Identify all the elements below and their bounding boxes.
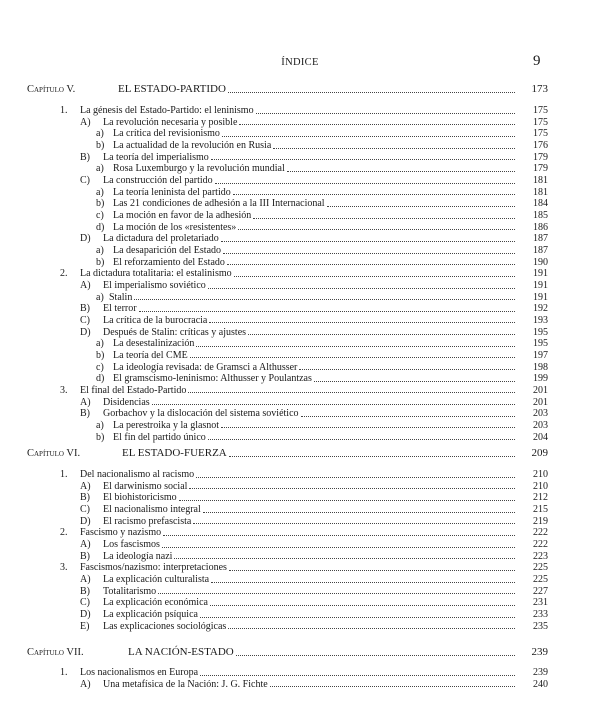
entry-label: E) <box>80 620 90 632</box>
toc-entry <box>0 492 600 504</box>
chapter-label: Capítulo VII. <box>27 647 84 658</box>
entry-page: 225 <box>533 574 548 586</box>
entry-title: El racismo prefascista <box>103 515 192 527</box>
entry-label: D) <box>80 233 91 245</box>
toc-entry <box>0 350 600 362</box>
leader-dots <box>301 416 515 417</box>
page-number: 9 <box>533 53 541 69</box>
leader-dots <box>253 218 515 219</box>
toc-entry <box>0 187 600 199</box>
leader-dots <box>229 456 515 457</box>
toc-entry <box>0 361 600 373</box>
entry-title: La explicación psíquica <box>103 609 198 621</box>
entry-label: 3. <box>60 562 68 574</box>
entry-title: La dictadura del proletariado <box>103 233 219 245</box>
toc-entry <box>0 431 600 443</box>
toc-entry <box>0 574 600 586</box>
toc-entry <box>0 303 600 315</box>
toc-entry <box>0 152 600 164</box>
chapter-page: 239 <box>531 646 548 658</box>
leader-dots <box>208 439 515 440</box>
entry-label: B) <box>80 550 90 562</box>
entry-title: El darwinismo social <box>103 480 188 492</box>
entry-label: C) <box>80 597 90 609</box>
entry-label: 1. <box>60 469 68 481</box>
entry-page: 215 <box>533 504 548 516</box>
entry-page: 231 <box>533 597 548 609</box>
toc-entry <box>0 621 600 633</box>
entry-title: La moción en favor de la adhesión <box>113 210 252 222</box>
entry-page: 185 <box>533 210 548 222</box>
entry-page: 179 <box>533 163 548 175</box>
header-title: ÍNDICE <box>281 57 319 68</box>
entry-label: 3. <box>60 384 68 396</box>
toc-entry <box>0 163 600 175</box>
leader-dots <box>174 558 515 559</box>
leader-dots <box>256 113 515 114</box>
entry-label: B) <box>80 151 90 163</box>
entry-title: Después de Stalin: críticas y ajustes <box>103 326 247 338</box>
entry-label: B) <box>80 408 90 420</box>
chapter-label: Capítulo V. <box>27 84 76 95</box>
toc-entry <box>0 198 600 210</box>
chapter-page: 173 <box>531 83 548 95</box>
entry-label: A) <box>80 539 91 551</box>
entry-page: 186 <box>533 221 548 233</box>
entry-label: B) <box>80 303 90 315</box>
entry-page: 222 <box>533 527 548 539</box>
entry-title: Rosa Luxemburgo y la revolución mundial <box>113 163 285 175</box>
toc-entry <box>0 597 600 609</box>
leader-dots <box>200 675 515 676</box>
entry-page: 175 <box>533 116 548 128</box>
entry-label: D) <box>80 515 91 527</box>
entry-page: 210 <box>533 480 548 492</box>
toc-entry <box>0 117 600 129</box>
leader-dots <box>188 392 515 393</box>
leader-dots <box>227 264 515 265</box>
toc-entry <box>0 679 600 691</box>
entry-label: 2. <box>60 268 68 280</box>
leader-dots <box>228 92 515 93</box>
entry-title: La moción de los «resistentes» <box>113 221 237 233</box>
chapter-entries <box>0 469 600 632</box>
leader-dots <box>134 299 515 300</box>
toc-entry <box>0 210 600 222</box>
entry-page: 184 <box>533 198 548 210</box>
entry-label: 2. <box>60 527 68 539</box>
entry-label: A) <box>80 678 91 690</box>
toc-entry <box>0 408 600 420</box>
entry-page: 193 <box>533 314 548 326</box>
toc-entry <box>0 481 600 493</box>
entry-label: C) <box>80 314 90 326</box>
entry-page: 191 <box>533 291 548 303</box>
entry-title: Gorbachov y la dislocación del sistema soviético <box>103 408 299 420</box>
leader-dots <box>248 334 515 335</box>
entry-page: 191 <box>533 268 548 280</box>
entry-page: 233 <box>533 609 548 621</box>
entry-title: La explicación culturalista <box>103 574 210 586</box>
entry-title: Fascismo y nazismo <box>80 527 162 539</box>
toc-entry <box>0 292 600 304</box>
toc-entry <box>0 326 600 338</box>
entry-title: El terror <box>103 303 137 315</box>
leader-dots <box>211 582 515 583</box>
leader-dots <box>270 686 515 687</box>
entry-label: d) <box>96 221 105 233</box>
running-header <box>0 53 600 71</box>
entry-page: 235 <box>533 620 548 632</box>
chapter-page: 209 <box>531 447 548 459</box>
entry-page: 225 <box>533 562 548 574</box>
entry-title: La ideología revisada: de Gramsci a Althusser <box>113 361 298 373</box>
leader-dots <box>158 593 515 594</box>
entry-label: A) <box>80 280 91 291</box>
toc-entry <box>0 222 600 234</box>
entry-page: 181 <box>533 186 548 198</box>
entry-label: d) <box>96 373 105 385</box>
entry-title: El imperialismo soviético <box>103 280 206 291</box>
entry-title: Los nacionalismos en Europa <box>80 667 199 679</box>
entry-title: El fin del partido único <box>113 431 206 443</box>
entry-label: b) <box>96 431 105 443</box>
entry-page: 223 <box>533 550 548 562</box>
toc-entry <box>0 562 600 574</box>
leader-dots <box>196 346 515 347</box>
leader-dots <box>215 183 515 184</box>
entry-label: a) <box>96 291 104 303</box>
leader-dots <box>179 500 515 501</box>
entry-label: C) <box>80 504 90 516</box>
entry-page: 175 <box>533 105 548 117</box>
toc-entry <box>0 504 600 516</box>
toc-entry <box>0 516 600 528</box>
entry-title: La construcción del partido <box>103 175 213 187</box>
entry-title: La explicación económica <box>103 597 208 609</box>
toc-entry <box>0 373 600 385</box>
entry-title: La dictadura totalitaria: el estalinismo <box>80 268 232 280</box>
leader-dots <box>273 148 515 149</box>
entry-title: El nacionalismo integral <box>103 504 201 516</box>
entry-label: A) <box>80 116 91 128</box>
entry-title: La actualidad de la revolución en Rusia <box>113 140 272 152</box>
entry-title: La teoría del imperialismo <box>103 151 209 163</box>
chapter-entries <box>0 667 600 690</box>
entry-label: c) <box>96 210 104 222</box>
chapter-heading <box>0 446 600 460</box>
toc-entry <box>0 315 600 327</box>
entry-title: Del nacionalismo al racismo <box>80 469 195 481</box>
entry-label: b) <box>96 198 105 210</box>
leader-dots <box>236 655 515 656</box>
entry-page: 227 <box>533 585 548 597</box>
leader-dots <box>238 229 515 230</box>
entry-page: 187 <box>533 233 548 245</box>
toc-entry <box>0 140 600 152</box>
entry-page: 175 <box>533 128 548 140</box>
toc-entry <box>0 257 600 269</box>
leader-dots <box>193 523 515 524</box>
entry-title: Disidencias <box>103 396 150 408</box>
entry-title: El reforzamiento del Estado <box>113 256 225 268</box>
leader-dots <box>223 253 515 254</box>
entry-label: b) <box>96 256 105 268</box>
entry-page: 212 <box>533 492 548 504</box>
leader-dots <box>162 547 515 548</box>
leader-dots <box>189 488 515 489</box>
leader-dots <box>139 311 515 312</box>
toc-entry <box>0 128 600 140</box>
leader-dots <box>239 124 515 125</box>
entry-label: a) <box>96 338 104 350</box>
toc-entry <box>0 338 600 350</box>
entry-page: 240 <box>533 678 548 690</box>
entry-title: Fascismos/nazismo: interpretaciones <box>80 562 227 574</box>
entry-page: 239 <box>533 667 548 679</box>
entry-label: A) <box>80 574 91 586</box>
toc-entry <box>0 420 600 432</box>
entry-title: Las 21 condiciones de adhesión a la III Internacional <box>113 198 325 210</box>
entry-page: 176 <box>533 140 548 152</box>
entry-title: La crítica del revisionismo <box>113 128 220 140</box>
entry-label: b) <box>96 349 105 361</box>
entry-title: El gramscismo-leninismo: Althusser y Poulantzas <box>113 373 312 385</box>
entry-page: 210 <box>533 469 548 481</box>
chapter-label: Capítulo VI. <box>27 448 81 459</box>
entry-title: La desaparición del Estado <box>113 245 222 257</box>
toc-entry <box>0 527 600 539</box>
leader-dots <box>221 427 515 428</box>
entry-page: 203 <box>533 408 548 420</box>
entry-label: D) <box>80 326 91 338</box>
leader-dots <box>209 322 515 323</box>
entry-label: 1. <box>60 667 68 679</box>
toc-entry <box>0 105 600 117</box>
leader-dots <box>314 381 515 382</box>
entry-page: 192 <box>533 303 548 315</box>
entry-page: 222 <box>533 539 548 551</box>
entry-page: 191 <box>533 280 548 291</box>
toc-entry <box>0 245 600 257</box>
entry-title: Stalin <box>109 291 133 303</box>
entry-page: 203 <box>533 419 548 431</box>
entry-page: 204 <box>533 431 548 443</box>
entry-title: Totalitarismo <box>103 585 157 597</box>
entry-label: b) <box>96 140 105 152</box>
leader-dots <box>210 605 515 606</box>
toc-entry <box>0 469 600 481</box>
entry-page: 195 <box>533 338 548 350</box>
toc-entry <box>0 268 600 280</box>
toc-entry <box>0 233 600 245</box>
entry-label: C) <box>80 175 90 187</box>
toc-entry <box>0 539 600 551</box>
entry-title: La génesis del Estado-Partido: el leninismo <box>80 105 254 117</box>
entry-page: 197 <box>533 349 548 361</box>
entry-label: A) <box>80 396 91 408</box>
entry-label: A) <box>80 480 91 492</box>
entry-page: 201 <box>533 384 548 396</box>
leader-dots <box>196 477 515 478</box>
leader-dots <box>234 276 515 277</box>
leader-dots <box>208 288 515 289</box>
leader-dots <box>229 570 515 571</box>
chapter-title: EL ESTADO-FUERZA <box>122 447 227 459</box>
entry-label: a) <box>96 419 104 431</box>
entry-title: La revolución necesaria y posible <box>103 116 238 128</box>
entry-title: La crítica de la burocracia <box>103 314 208 326</box>
entry-page: 198 <box>533 361 548 373</box>
toc-entry <box>0 385 600 397</box>
leader-dots <box>200 617 515 618</box>
leader-dots <box>233 194 515 195</box>
leader-dots <box>163 535 515 536</box>
chapter-title: LA NACIÓN-ESTADO <box>128 646 234 658</box>
entry-title: La teoría leninista del partido <box>113 186 231 198</box>
leader-dots <box>203 512 515 513</box>
entry-label: a) <box>96 163 104 175</box>
entry-title: Las explicaciones sociológicas <box>103 620 227 632</box>
leader-dots <box>222 136 515 137</box>
toc-entry <box>0 586 600 598</box>
leader-dots <box>228 628 515 629</box>
entry-title: La perestroika y la glasnot <box>113 419 220 431</box>
entry-label: c) <box>96 361 104 373</box>
leader-dots <box>327 206 515 207</box>
entry-label: a) <box>96 128 104 140</box>
entry-label: a) <box>96 245 104 257</box>
chapter-entries <box>0 105 600 443</box>
chapter-heading <box>0 645 600 659</box>
toc-entry <box>0 551 600 563</box>
entry-title: Los fascismos <box>103 539 160 551</box>
entry-page: 179 <box>533 151 548 163</box>
entry-label: 1. <box>60 105 68 117</box>
entry-title: La desestalinización <box>113 338 195 350</box>
entry-title: Una metafísica de la Nación: J. G. Fichte <box>103 678 268 690</box>
entry-page: 199 <box>533 373 548 385</box>
toc-entry <box>0 609 600 621</box>
leader-dots <box>190 357 515 358</box>
chapter-title: EL ESTADO-PARTIDO <box>118 83 226 95</box>
toc-entry <box>0 280 600 292</box>
entry-page: 190 <box>533 256 548 268</box>
entry-label: B) <box>80 492 90 504</box>
entry-label: D) <box>80 609 91 621</box>
leader-dots <box>221 241 515 242</box>
toc-entry <box>0 175 600 187</box>
entry-page: 187 <box>533 245 548 257</box>
entry-title: La teoría del CME <box>113 349 188 361</box>
entry-label: a) <box>96 186 104 198</box>
entry-page: 219 <box>533 515 548 527</box>
toc-entry <box>0 396 600 408</box>
entry-title: El biohistoricismo <box>103 492 177 504</box>
entry-label: B) <box>80 585 90 597</box>
leader-dots <box>299 369 515 370</box>
entry-page: 201 <box>533 396 548 408</box>
chapter-heading <box>0 82 600 96</box>
toc-entry <box>0 667 600 679</box>
entry-page: 181 <box>533 175 548 187</box>
entry-title: El final del Estado-Partido <box>80 384 187 396</box>
leader-dots <box>152 404 515 405</box>
leader-dots <box>211 159 515 160</box>
entry-page: 195 <box>533 326 548 338</box>
entry-title: La ideología nazi <box>103 550 173 562</box>
leader-dots <box>287 171 515 172</box>
